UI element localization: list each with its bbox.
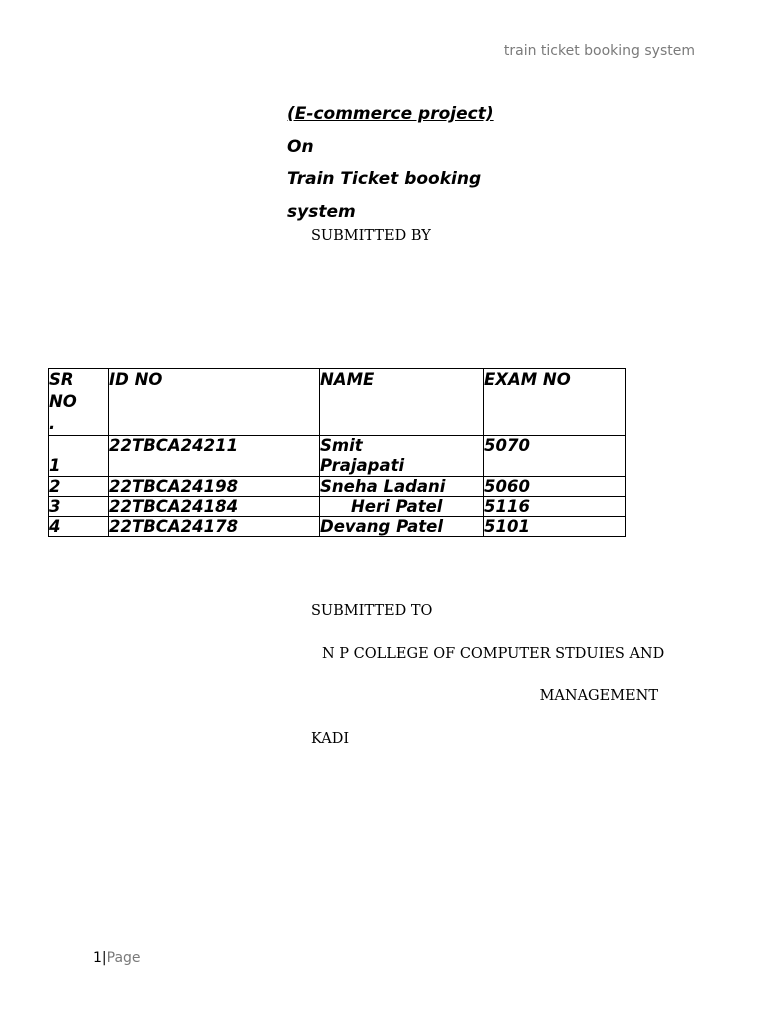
page-number: 1 xyxy=(93,950,102,966)
cell-exam: 5070 xyxy=(484,436,626,477)
header-name: NAME xyxy=(320,369,484,436)
page-footer xyxy=(93,950,141,966)
cell-name: Devang Patel xyxy=(320,517,484,537)
cell-id: 22TBCA24198 xyxy=(109,477,320,497)
cell-sr: 2 xyxy=(49,477,109,497)
submitted-by-label: SUBMITTED BY xyxy=(311,228,431,244)
cell-id: 22TBCA24178 xyxy=(109,517,320,537)
cell-name: Smit Prajapati xyxy=(320,436,484,477)
header-id-no: ID NO xyxy=(109,369,320,436)
cell-name: Sneha Ladani xyxy=(320,477,484,497)
document-title xyxy=(287,98,494,228)
members-table xyxy=(48,368,626,537)
table-row xyxy=(49,436,626,477)
cell-name: Heri Patel xyxy=(320,497,484,517)
cell-sr: 1 xyxy=(49,436,109,477)
cell-sr: 3 xyxy=(49,497,109,517)
title-line-3: Train Ticket booking xyxy=(287,169,482,189)
table-header-row xyxy=(49,369,626,436)
cell-id: 22TBCA24211 xyxy=(109,436,320,477)
college-name-line-1: N P COLLEGE OF COMPUTER STDUIES AND xyxy=(322,646,665,662)
cell-exam: 5060 xyxy=(484,477,626,497)
cell-sr: 4 xyxy=(49,517,109,537)
cell-exam: 5116 xyxy=(484,497,626,517)
page-label: Page xyxy=(106,950,141,966)
title-line-2: On xyxy=(287,136,314,157)
page-separator: | xyxy=(101,950,107,966)
header-sr-no: SR NO . xyxy=(49,369,109,436)
table-row xyxy=(49,497,626,517)
header-exam-no: EXAM NO xyxy=(484,369,626,436)
title-line-1: (E-commerce project) xyxy=(287,104,494,124)
cell-id: 22TBCA24184 xyxy=(109,497,320,517)
table-row xyxy=(49,477,626,497)
submitted-to-label: SUBMITTED TO xyxy=(311,603,433,619)
college-city: KADI xyxy=(311,731,350,747)
running-header: train ticket booking system xyxy=(503,43,695,59)
table-row xyxy=(49,517,626,537)
cell-exam: 5101 xyxy=(484,517,626,537)
title-line-4: system xyxy=(287,201,356,222)
college-name-line-2: MANAGEMENT xyxy=(539,688,658,704)
